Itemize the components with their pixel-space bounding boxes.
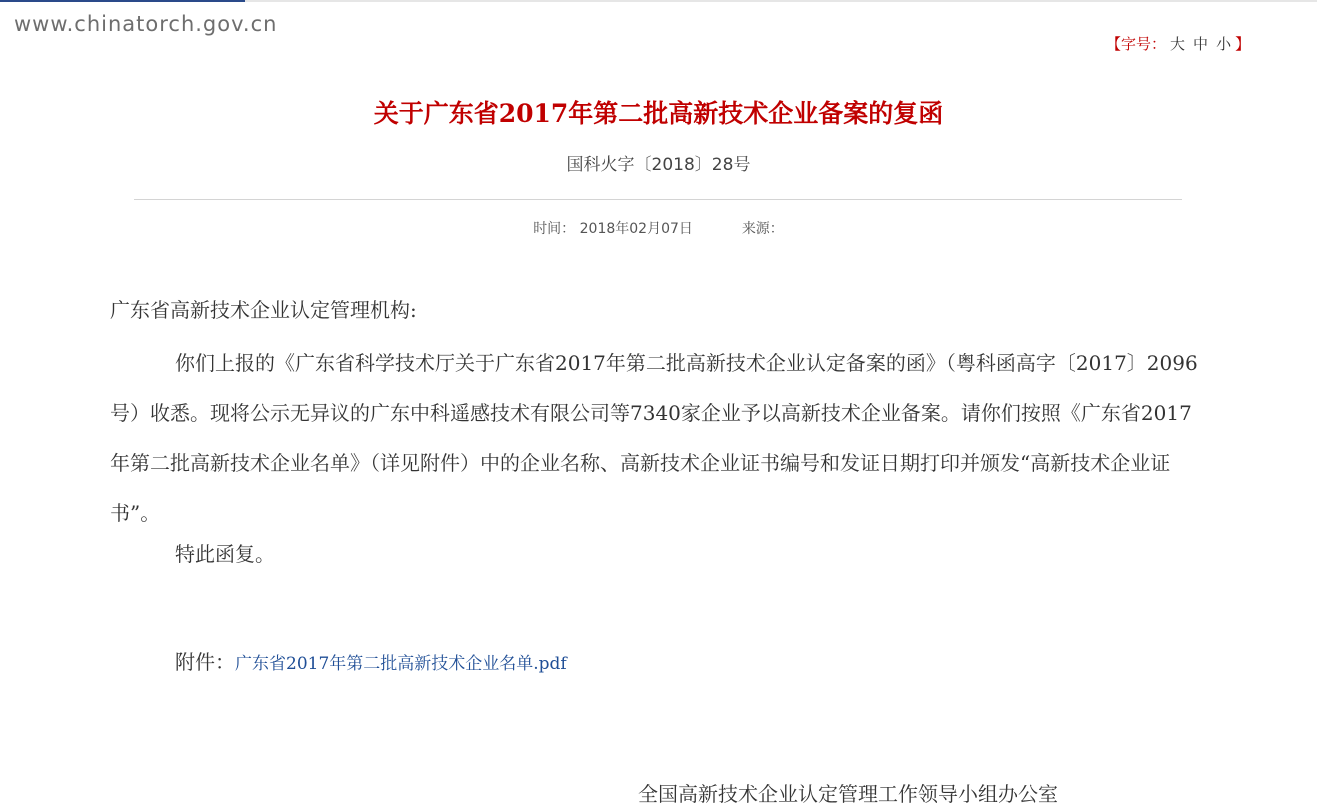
font-size-medium-button[interactable]: 中 bbox=[1193, 35, 1209, 53]
font-size-small-button[interactable]: 小 bbox=[1216, 35, 1232, 53]
attachment-pdf-link[interactable]: 广东省2017年第二批高新技术企业名单.pdf bbox=[235, 654, 567, 674]
font-size-label: 字号： bbox=[1121, 35, 1167, 53]
addressee: 广东省高新技术企业认定管理机构: bbox=[110, 298, 417, 322]
site-url: www.chinatorch.gov.cn bbox=[14, 12, 278, 36]
header-divider bbox=[134, 199, 1182, 200]
attachment-line bbox=[175, 646, 567, 675]
top-border-accent bbox=[0, 0, 245, 2]
body-paragraph: 你们上报的《广东省科学技术厅关于广东省2017年第二批高新技术企业认定备案的函》（粤科函高字〔2017〕2096号）收悉。现将公示无异议的广东中科遥感技术有限公司等7340家企业予以高新技术企业备案。请你们按照《广东省2017年第二批高新技术企业名单》（详见附件）中的企业名称、高新技术企业证书编号和发证日期打印并颁发“高新技术企业证书”。 bbox=[110, 351, 1198, 525]
attachment-label: 附件： bbox=[175, 650, 235, 674]
closing-line: 特此函复。 bbox=[175, 542, 275, 566]
meta-line bbox=[0, 218, 1317, 238]
font-size-large-button[interactable]: 大 bbox=[1170, 35, 1186, 53]
document-number: 国科火字〔2018〕28号 bbox=[566, 155, 751, 175]
document-title: 关于广东省2017年第二批高新技术企业备案的复函 bbox=[373, 99, 944, 128]
source-label: 来源： bbox=[741, 221, 784, 237]
top-border bbox=[0, 0, 1317, 2]
time-label: 时间： bbox=[533, 221, 576, 237]
time-value: 2018年02月07日 bbox=[579, 221, 693, 237]
font-size-open-bracket: 【 bbox=[1106, 35, 1122, 53]
font-size-close-bracket: 】 bbox=[1235, 35, 1251, 53]
signature: 全国高新技术企业认定管理工作领导小组办公室 bbox=[638, 782, 1058, 806]
font-size-control bbox=[1106, 33, 1250, 54]
